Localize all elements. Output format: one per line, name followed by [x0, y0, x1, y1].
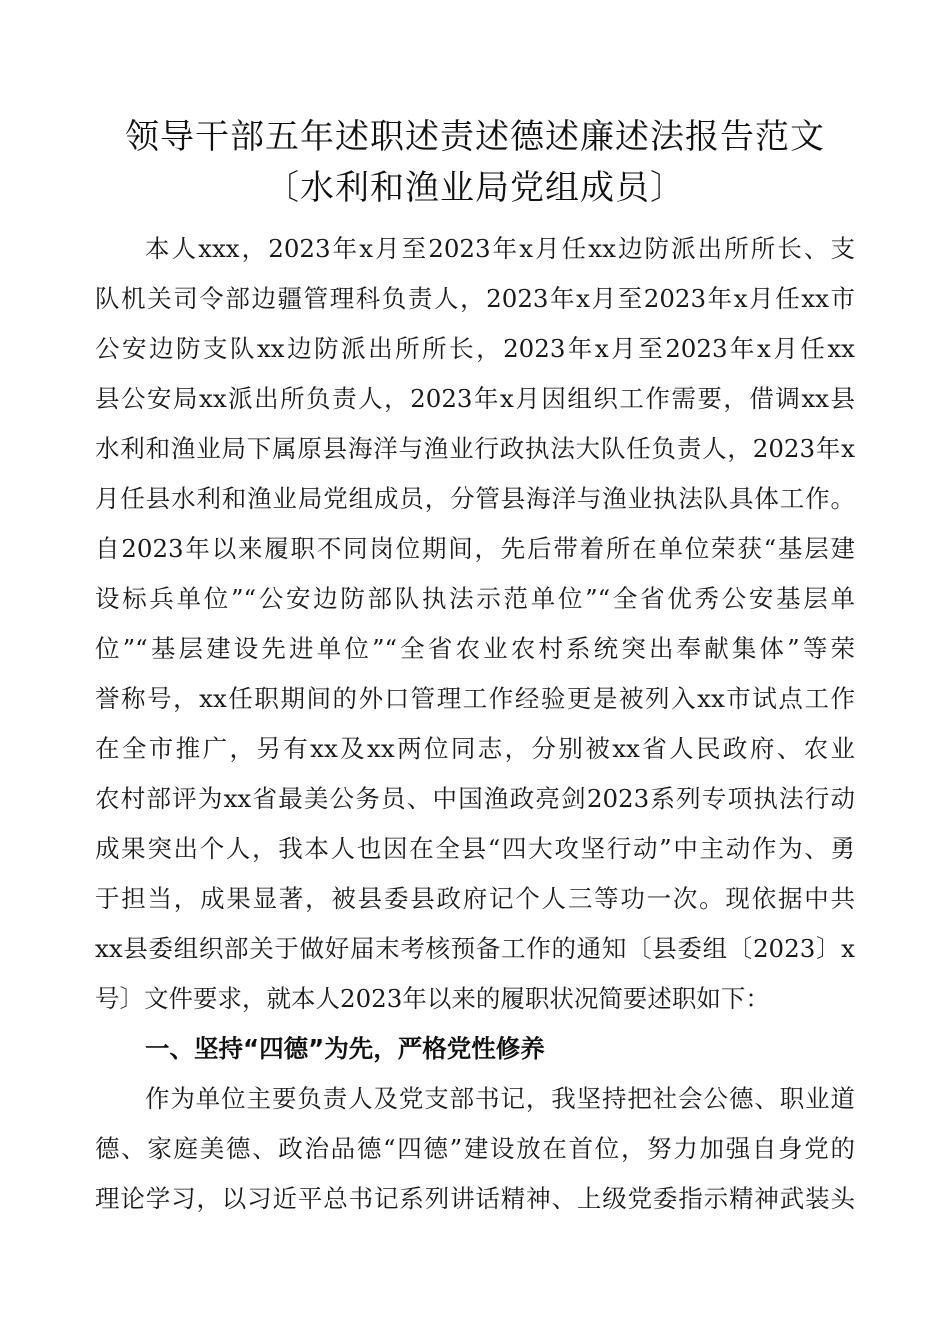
- paragraph-line: 农村部评为xx省最美公务员、中国渔政亮剑2023系列专项执法行动: [95, 784, 855, 813]
- paragraph-line: 公安边防支队xx边防派出所所长，2023年x月至2023年x月任xx: [95, 334, 855, 363]
- paragraph-line: xx县委组织部关于做好届末考核预备工作的通知〔县委组〔2023〕x: [95, 934, 855, 963]
- paragraph-line: 作为单位主要负责人及党支部书记，我坚持把社会公德、职业道: [145, 1084, 855, 1113]
- paragraph-line: 于担当，成果显著，被县委县政府记个人三等功一次。现依据中共: [95, 884, 855, 913]
- paragraph-line: 誉称号，xx任职期间的外口管理工作经验更是被列入xx市试点工作: [95, 684, 855, 713]
- document-title-line-2: 〔水利和渔业局党组成员〕: [265, 168, 685, 208]
- paragraph-line: 成果突出个人，我本人也因在全县“四大攻坚行动”中主动作为、勇: [95, 834, 855, 863]
- paragraph-line: 设标兵单位”“公安边防部队执法示范单位”“全省优秀公安基层单: [95, 584, 855, 613]
- paragraph-line: 水利和渔业局下属原县海洋与渔业行政执法大队任负责人，2023年x: [95, 434, 855, 463]
- paragraph-line: 在全市推广，另有xx及xx两位同志，分别被xx省人民政府、农业: [95, 734, 855, 763]
- paragraph-line: 自2023年以来履职不同岗位期间，先后带着所在单位荣获“基层建: [95, 534, 855, 563]
- paragraph-line: 队机关司令部边疆管理科负责人，2023年x月至2023年x月任xx市: [95, 284, 855, 313]
- document-title-line-1: 领导干部五年述职述责述德述廉述法报告范文: [125, 117, 825, 157]
- paragraph-line: 县公安局xx派出所负责人，2023年x月因组织工作需要，借调xx县: [95, 384, 855, 413]
- paragraph-line: 德、家庭美德、政治品德“四德”建设放在首位，努力加强自身党的: [95, 1134, 855, 1163]
- paragraph-line: 本人xxx，2023年x月至2023年x月任xx边防派出所所长、支: [145, 234, 855, 263]
- paragraph-line: 位”“基层建设先进单位”“全省农业农村系统突出奉献集体”等荣: [95, 634, 855, 663]
- paragraph-line: 月任县水利和渔业局党组成员，分管县海洋与渔业执法队具体工作。: [95, 484, 855, 513]
- paragraph-line: 理论学习，以习近平总书记系列讲话精神、上级党委指示精神武装头: [95, 1184, 855, 1213]
- section-heading: 一、坚持“四德”为先，严格党性修养: [145, 1034, 545, 1063]
- paragraph-line: 号〕文件要求，就本人2023年以来的履职状况简要述职如下：: [95, 984, 770, 1013]
